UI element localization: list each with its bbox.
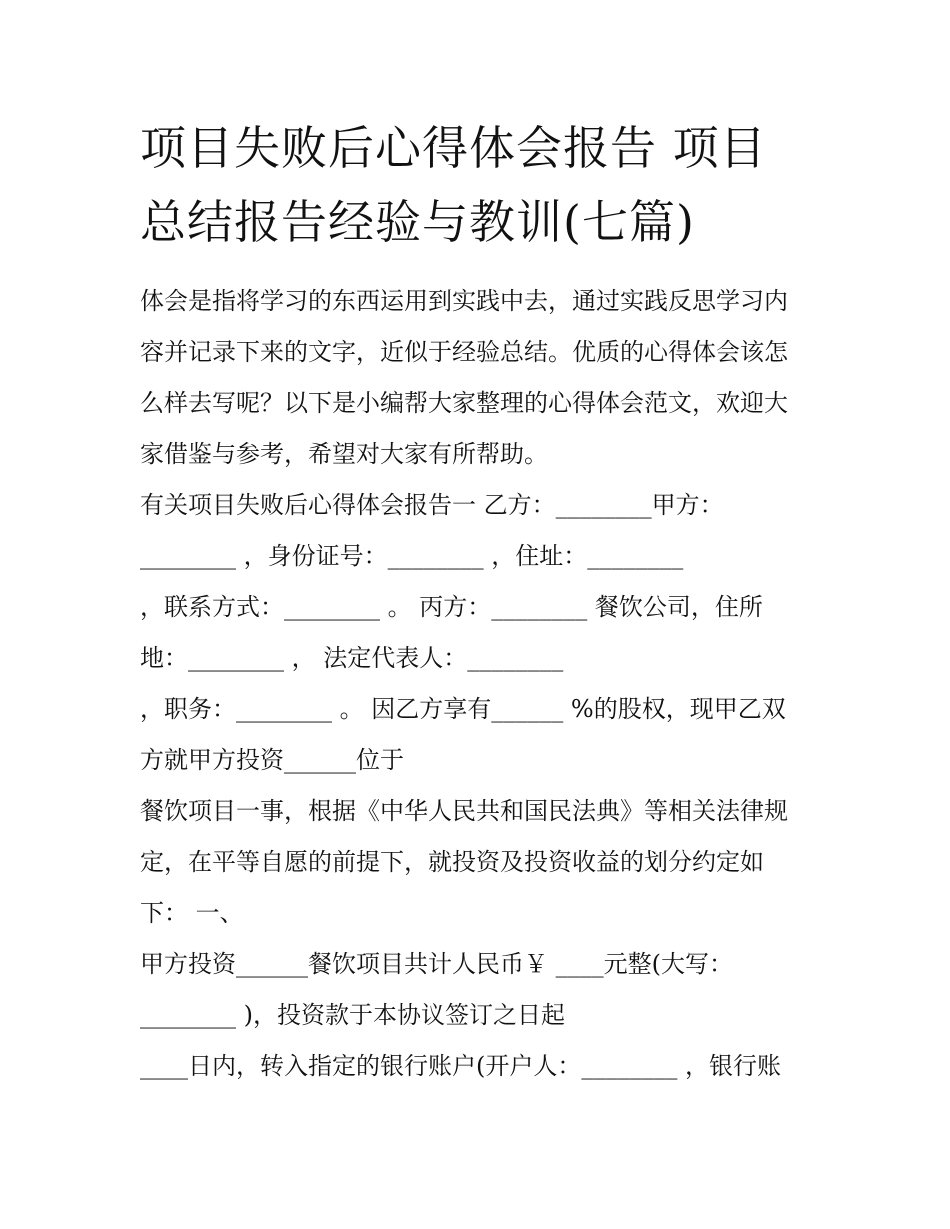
body-text-line: 下： 一、 xyxy=(140,899,244,927)
body-text-line: ________ )，投资款于本协议签订之日起 xyxy=(140,1001,565,1029)
body-text-line: 容并记录下来的文字，近似于经验总结。优质的心得体会该怎 xyxy=(140,338,788,366)
body-text-line: 么样去写呢？以下是小编帮大家整理的心得体会范文，欢迎大 xyxy=(140,389,788,417)
body-text-line: 家借鉴与参考，希望对大家有所帮助。 xyxy=(140,440,548,468)
body-text-line: ____日内，转入指定的银行账户(开户人：________ ，银行账 xyxy=(140,1052,781,1080)
body-text-line: ，职务：________ 。 因乙方享有______ %的股权，现甲乙双 xyxy=(140,695,786,723)
body-text-line: 有关项目失败后心得体会报告一 乙方：________甲方： xyxy=(140,491,724,519)
document-title-line-1: 项目失败后心得体会报告 项目 xyxy=(140,121,767,175)
body-text-line: 地：________ ， 法定代表人：________ xyxy=(140,644,564,672)
body-text-line: ，联系方式：________ 。 丙方：________ 餐饮公司，住所 xyxy=(140,593,763,621)
body-text-line: ________ ，身份证号：________ ，住址：________ xyxy=(140,542,684,570)
body-text-line: 甲方投资______餐饮项目共计人民币￥ ____元整(大写： xyxy=(140,950,733,978)
body-text-line: 定，在平等自愿的前提下，就投资及投资收益的划分约定如 xyxy=(140,848,764,876)
document-title-line-2: 总结报告经验与教训(七篇) xyxy=(140,195,695,249)
body-text-line: 餐饮项目一事，根据《中华人民共和国民法典》等相关法律规 xyxy=(140,797,788,825)
body-text-line: 体会是指将学习的东西运用到实践中去，通过实践反思学习内 xyxy=(140,287,788,315)
body-text-line: 方就甲方投资______位于 xyxy=(140,746,404,774)
